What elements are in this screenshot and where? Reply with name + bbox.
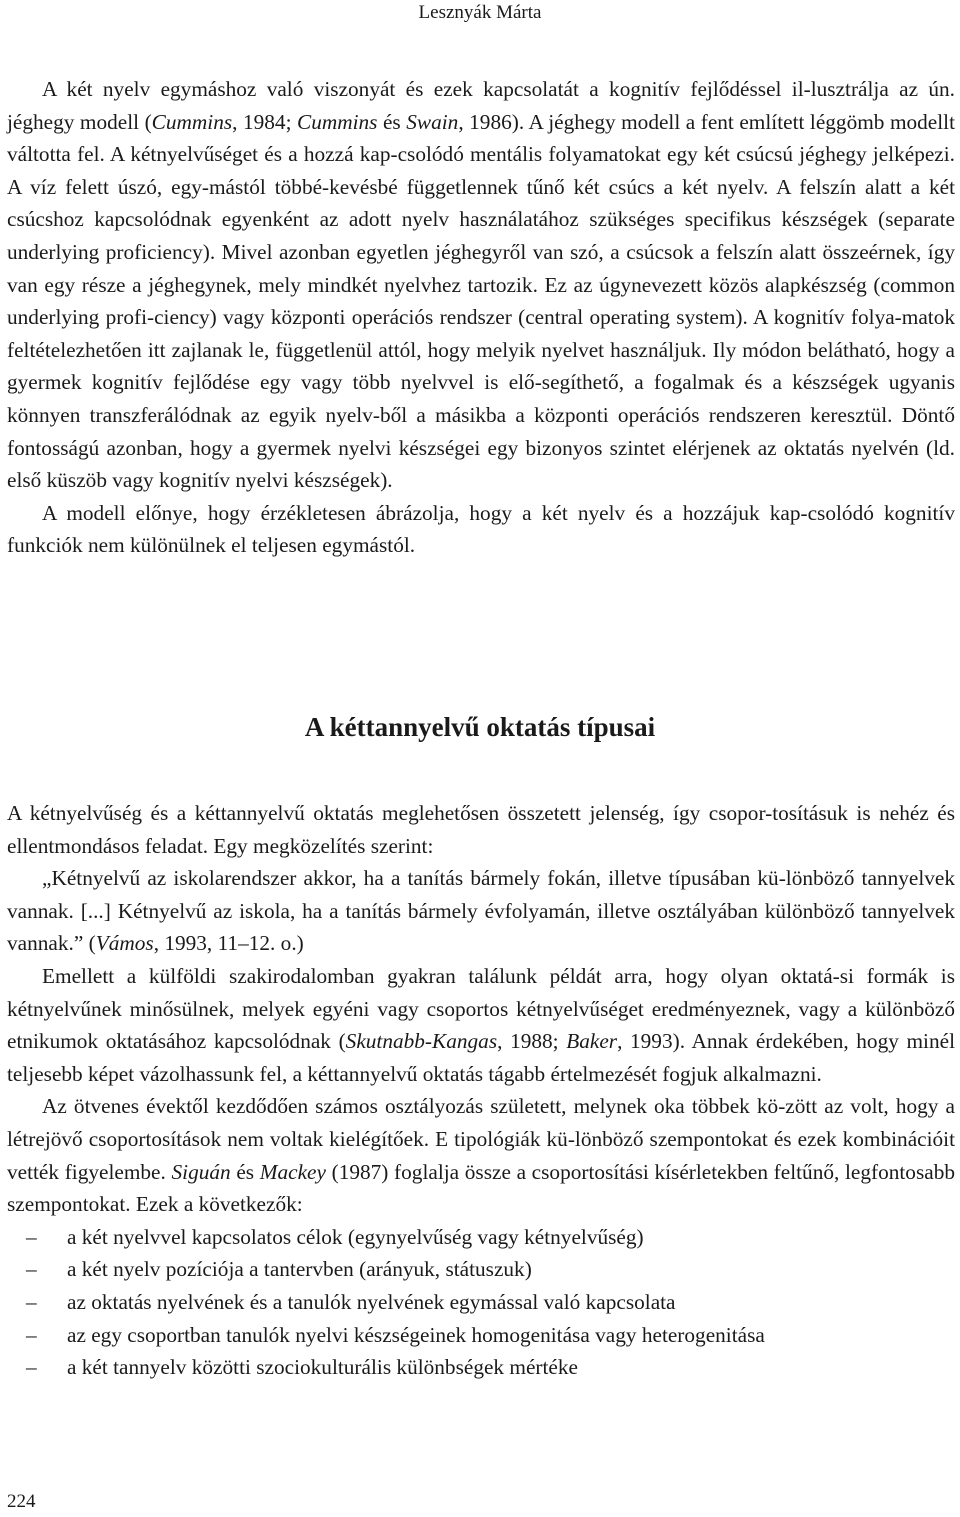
- list-item: [7, 1286, 955, 1319]
- text-run: , 1993). Annak érdekében, hogy minél teljesebb képet vázolhassunk fel, a kéttannyelvű oktatás tágabb értelmezését fogjuk alkalmazni.: [7, 1029, 955, 1086]
- italic-citation-name: Mackey: [259, 1159, 326, 1184]
- section-types: [7, 797, 955, 1384]
- italic-citation-name: Siguán: [171, 1159, 231, 1184]
- text-run: , 1986). A jéghegy modell a fent említett léggömb modellt váltotta fel. A kétnyelvűséget és a hozzá kap-csolódó mentális folyamatokat egy két csúcsú jéghegy jelképezi. A víz felett úszó, egy-mástól többé-kevésbé függetlennek tűnő két csúcs a két nyelv. A felszín alatt a két csúcshoz kapcsolódnak egyenként az adott nyelv használatához szükséges specifikus készségek (separate underlying proficiency). Mivel azonban egyetlen jéghegyről van szó, a csúcsok a felszín alatt összeérnek, így van egy része a jéghegynek, mely mindkét nyelvhez tartozik. Ez az úgynevezett közös alapkészség (common underlying profi-ciency) vagy központi operációs rendszer (central operating system). A kognitív folya-matok feltételezhetően itt zajlanak le, függetlenül attól, hogy melyik nyelvet használjuk. Ily módon belátható, hogy a gyermek kognitív fejlődése egy vagy több nyelvvel is elő-segíthető, a fogalmak és a készségek ugyanis könnyen transzferálódnak az egyik nyelv-ből a másikba a központi operációs rendszeren keresztül. Döntő fontosságú azonban, hogy a gyermek nyelvi készségei egy bizonyos szintet elérjenek az oktatás nyelvén (ld. első küszöb vagy kognitív nyelvi készségek).: [7, 109, 956, 493]
- text-run: A két nyelv egymáshoz való viszonyát és ezek kapcsolatát a kognitív fejlődéssel il-lusztrálja az ún. jéghegy modell (: [7, 77, 955, 134]
- paragraph-foreign-literature: [7, 960, 955, 1090]
- text-run: , 1993, 11–12. o.): [153, 931, 304, 956]
- quotation: [7, 862, 955, 960]
- paragraph-iceberg-model: [7, 73, 955, 497]
- paragraph-complex-phenomenon: [7, 797, 955, 862]
- list-item: [7, 1221, 955, 1254]
- dash-marker-icon: –: [26, 1322, 37, 1347]
- criteria-list: [7, 1221, 955, 1384]
- text-run: és: [377, 109, 407, 134]
- paragraph-model-advantage: [7, 497, 955, 562]
- text-run: Az ötvenes évektől kezdődően számos osztályozás született, melynek oka többek kö-zött az volt, hogy a létrejövő csoportosítások nem voltak kielégítőek. E tipológiák kü-lönböző szempontokat és ezek kombinációit vették figyelembe.: [7, 1094, 955, 1184]
- text-run: (1987) foglalja össze a csoportosítási kísérletekben feltűnő, legfontosabb szempontokat. Ezek a következők:: [7, 1159, 955, 1217]
- list-item: [7, 1253, 955, 1286]
- text-run: A modell előnye, hogy érzékletesen ábrázolja, hogy a két nyelv és a hozzájuk kap-csolódó kognitív funkciók nem különülnek el teljesen egymástól.: [7, 500, 955, 558]
- paragraph-classifications: [7, 1090, 955, 1220]
- italic-citation-name: Cummins: [151, 109, 233, 134]
- text-run: A kétnyelvűség és a kéttannyelvű oktatás meglehetősen összetett jelenség, így csopor-tosításuk is nehéz és ellentmondásos feladat. Egy megközelítés szerint:: [7, 801, 955, 858]
- italic-citation-name: Swain: [406, 109, 459, 134]
- section-heading: A kéttannyelvű oktatás típusai: [304, 712, 656, 742]
- list-item: [7, 1351, 955, 1384]
- section-intro: [7, 73, 955, 562]
- list-item-text: a két nyelvvel kapcsolatos célok (egynyelvűség vagy kétnyelvűség): [67, 1224, 644, 1249]
- dash-marker-icon: –: [26, 1289, 37, 1314]
- dash-marker-icon: –: [26, 1224, 37, 1249]
- italic-citation-name: Cummins: [297, 109, 378, 134]
- dash-marker-icon: –: [26, 1257, 37, 1282]
- italic-citation-name: Baker: [566, 1029, 618, 1054]
- list-item-text: a két tannyelv közötti szociokulturális különbségek mértéke: [67, 1355, 578, 1380]
- running-header: Lesznyák Márta: [418, 2, 542, 23]
- page-number: 224: [7, 1491, 36, 1512]
- text-run: és: [230, 1159, 260, 1184]
- list-item: [7, 1319, 955, 1352]
- text-run: Emellett a külföldi szakirodalomban gyakran találunk példát arra, hogy olyan oktatá-si formák is kétnyelvűnek minősülnek, melyek egyéni vagy csoportos kétnyelvűséget eredményeznek, vagy a különböző etnikumok oktatásához kapcsolódnak (: [7, 963, 955, 1054]
- text-run: , 1988;: [497, 1029, 567, 1054]
- list-item-text: az oktatás nyelvének és a tanulók nyelvének egymással való kapcsolata: [67, 1289, 676, 1314]
- italic-citation-name: Skutnabb-Kangas: [345, 1029, 498, 1054]
- dash-marker-icon: –: [26, 1355, 37, 1380]
- list-item-text: az egy csoportban tanulók nyelvi készségeinek homogenitása vagy heterogenitása: [67, 1322, 765, 1347]
- text-run: „Kétnyelvű az iskolarendszer akkor, ha a tanítás bármely fokán, illetve típusában kü-lönböző tannyelvek vannak. [...] Kétnyelvű az iskola, ha a tanítás bármely évfolyamán, illetve osztályában különböző tannyelvek vannak.” (: [7, 866, 955, 956]
- text-run: , 1984;: [232, 109, 297, 134]
- list-item-text: a két nyelv pozíciója a tantervben (arányuk, státuszuk): [67, 1257, 532, 1282]
- italic-citation-name: Vámos: [95, 931, 154, 956]
